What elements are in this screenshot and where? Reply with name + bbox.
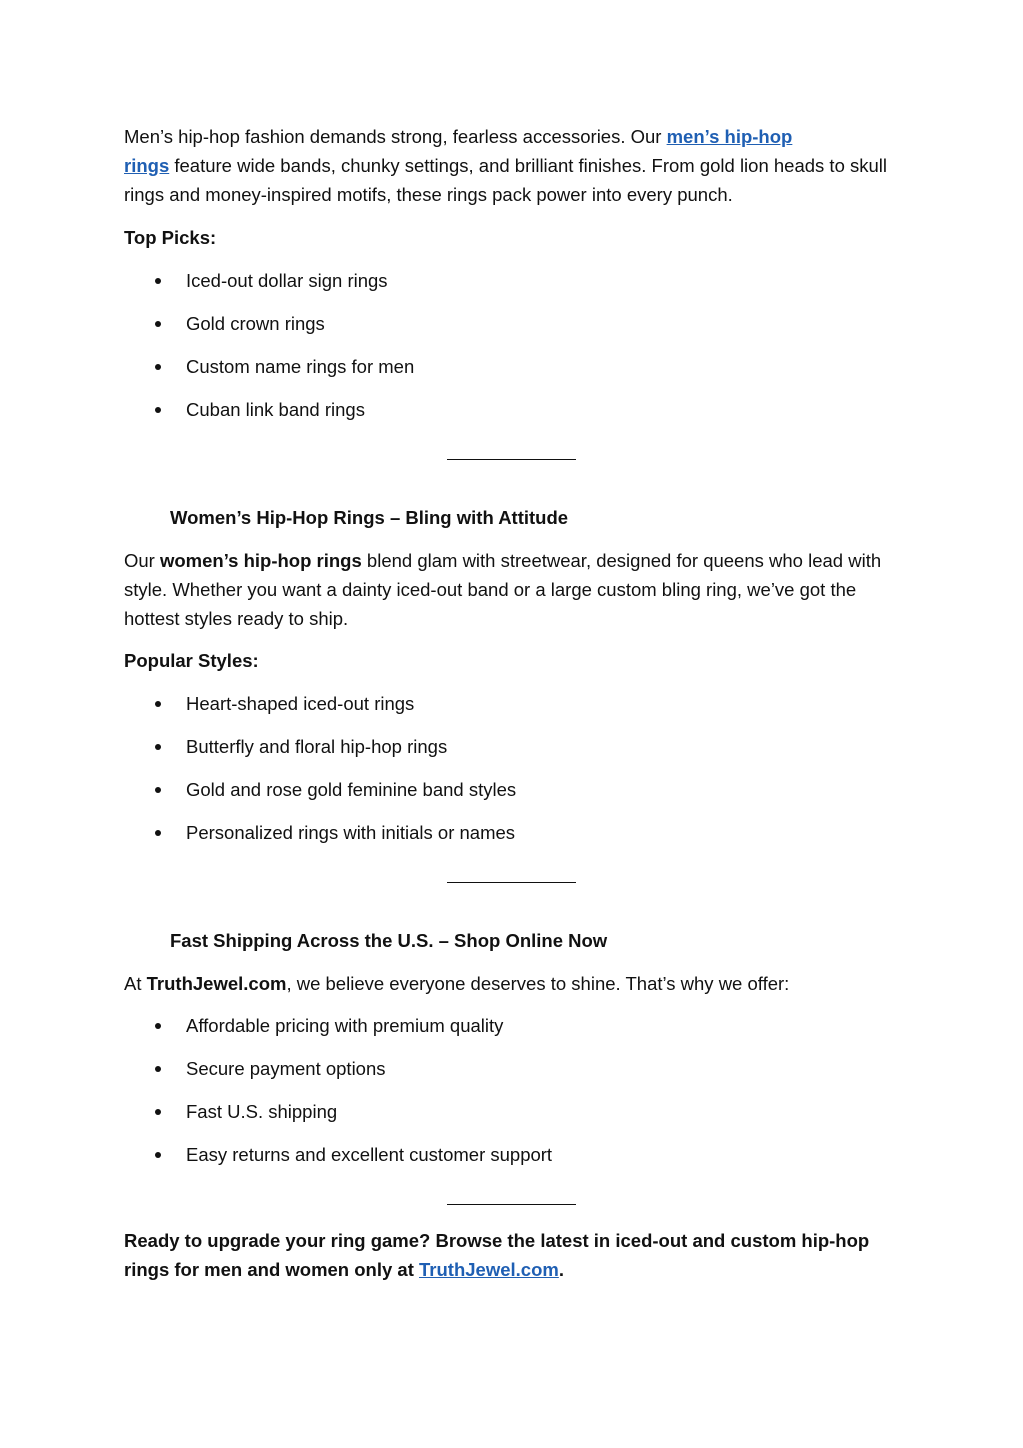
top-picks-label: Top Picks: [124, 227, 217, 248]
bullet-icon [155, 1023, 161, 1029]
list-item-text: Gold crown rings [186, 313, 325, 334]
bullet-icon [155, 787, 161, 793]
womens-paragraph [124, 546, 904, 633]
section-divider [447, 882, 576, 883]
womens-para-suffix: blend glam with streetwear, designed for queens who lead with style. Whether you want a dainty iced-out band or a large custom bling ring, we’ve got the hottest styles ready to ship. [124, 550, 882, 629]
list-item-text: Affordable pricing with premium quality [186, 1015, 504, 1036]
intro-paragraph [124, 122, 904, 209]
shipping-para-suffix: , we believe everyone deserves to shine. That’s why we offer: [286, 973, 790, 994]
cta-text: Ready to upgrade your ring game? Browse the latest in iced-out and custom hip-hop rings for men and women only at [124, 1230, 870, 1280]
shipping-paragraph [124, 969, 904, 998]
section-divider [447, 1204, 576, 1205]
list-item [124, 355, 414, 398]
list-item [124, 312, 414, 355]
bullet-icon [155, 1109, 161, 1115]
list-item-text: Gold and rose gold feminine band styles [186, 779, 517, 800]
list-item [124, 1014, 552, 1057]
list-item-text: Fast U.S. shipping [186, 1101, 338, 1122]
list-item-text: Butterfly and floral hip-hop rings [186, 736, 448, 757]
top-picks-list [124, 269, 414, 441]
link-text-line2: rings [124, 155, 170, 176]
shipping-para-bold: TruthJewel.com [146, 973, 287, 994]
link-text-line1: men’s hip-hop [666, 126, 793, 147]
shipping-para-prefix: At [124, 973, 147, 994]
shipping-benefits-list [124, 1014, 552, 1186]
bullet-icon [155, 364, 161, 370]
list-item [124, 1100, 552, 1143]
bullet-icon [155, 278, 161, 284]
list-item [124, 398, 414, 441]
list-item-text: Custom name rings for men [186, 356, 415, 377]
list-item-text: Secure payment options [186, 1058, 386, 1079]
womens-para-prefix: Our [124, 550, 160, 571]
list-item [124, 821, 516, 864]
list-item [124, 735, 516, 778]
bullet-icon [155, 744, 161, 750]
bullet-icon [155, 830, 161, 836]
intro-text-before-link: Men’s hip-hop fashion demands strong, fearless accessories. Our [124, 126, 667, 147]
womens-para-bold: women’s hip-hop rings [159, 550, 362, 571]
cta-end: . [558, 1259, 564, 1280]
bullet-icon [155, 701, 161, 707]
section-divider [447, 459, 576, 460]
popular-styles-label: Popular Styles: [124, 650, 259, 671]
list-item-text: Iced-out dollar sign rings [186, 270, 388, 291]
bullet-icon [155, 1152, 161, 1158]
bullet-icon [155, 407, 161, 413]
list-item [124, 692, 516, 735]
womens-section-heading: Women’s Hip-Hop Rings – Bling with Attitude [170, 507, 569, 528]
bullet-icon [155, 321, 161, 327]
list-item-text: Cuban link band rings [186, 399, 365, 420]
list-item-text: Heart-shaped iced-out rings [186, 693, 415, 714]
list-item [124, 778, 516, 821]
truthjewel-link[interactable]: TruthJewel.com [419, 1259, 559, 1280]
shipping-section-heading: Fast Shipping Across the U.S. – Shop Online Now [170, 930, 608, 951]
list-item [124, 269, 414, 312]
bullet-icon [155, 1066, 161, 1072]
popular-styles-list [124, 692, 516, 864]
list-item-text: Personalized rings with initials or names [186, 822, 516, 843]
list-item-text: Easy returns and excellent customer support [186, 1144, 553, 1165]
intro-text-after-link: feature wide bands, chunky settings, and brilliant finishes. From gold lion heads to skull rings and money-inspired motifs, these rings pack power into every punch. [124, 155, 888, 205]
cta-paragraph [124, 1226, 904, 1284]
list-item [124, 1057, 552, 1100]
list-item [124, 1143, 552, 1186]
